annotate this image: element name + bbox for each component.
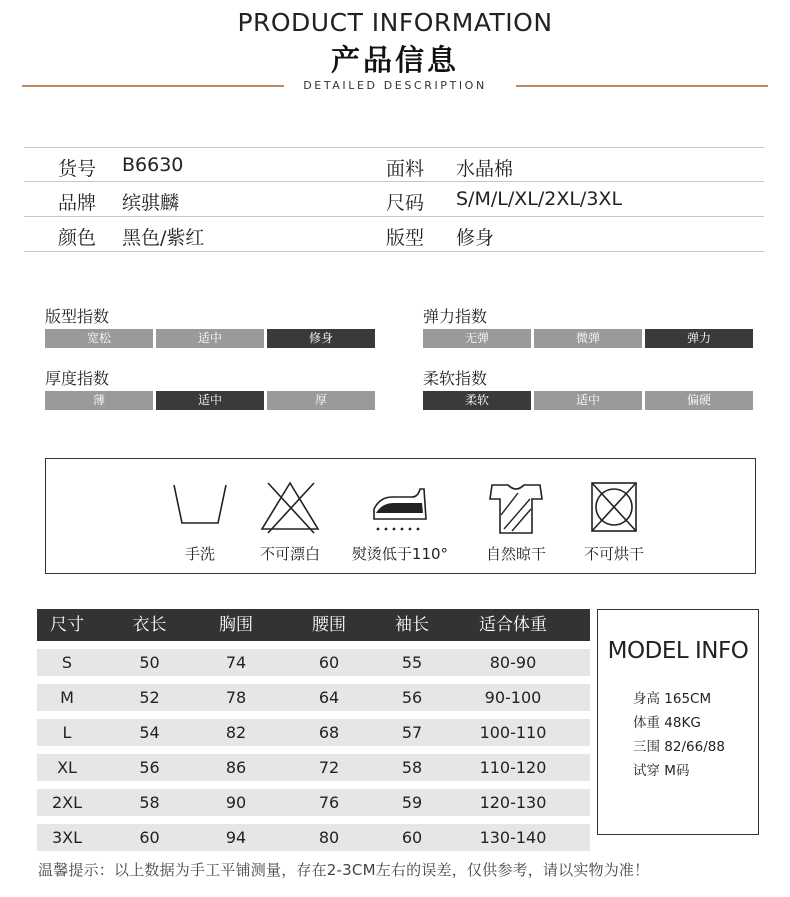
model-measurements: 三围 82/66/88 — [633, 739, 725, 755]
table-cell: 80-90 — [489, 653, 537, 672]
table-cell: 130-140 — [479, 828, 547, 847]
fit-index — [45, 304, 377, 348]
care-label: 不可漂白 — [259, 545, 320, 563]
stretch-index — [423, 304, 755, 348]
thickness-index — [45, 366, 377, 410]
no-tumble-dry-icon — [582, 479, 646, 537]
info-key: 颜色 — [58, 227, 97, 249]
header-cell: 适合体重 — [479, 615, 547, 635]
table-cell: 2XL — [51, 793, 83, 812]
index-bar — [423, 391, 755, 410]
table-row — [37, 684, 590, 711]
table-cell: 82 — [225, 723, 247, 742]
info-value: 缤骐麟 — [122, 192, 180, 214]
table-cell: 90 — [225, 793, 247, 812]
no-bleach-icon — [258, 479, 322, 537]
table-cell: 90-100 — [484, 688, 542, 707]
hand-wash-icon — [168, 479, 232, 537]
table-cell: 56 — [139, 758, 160, 777]
care-item — [150, 479, 250, 564]
table-row — [37, 754, 590, 781]
size-table — [37, 609, 590, 851]
header-cell: 尺寸 — [50, 615, 84, 635]
table-row — [37, 789, 590, 816]
model-info-box — [597, 609, 759, 835]
info-row — [24, 182, 764, 217]
index-segment: 柔软 — [423, 391, 531, 410]
table-cell: L — [62, 723, 72, 742]
table-cell: 80 — [318, 828, 340, 847]
table-cell: 86 — [225, 758, 247, 777]
index-title: 弹力指数 — [423, 307, 488, 326]
index-segment: 适中 — [156, 329, 264, 348]
index-segment: 适中 — [156, 391, 264, 410]
index-segment: 适中 — [534, 391, 642, 410]
care-instructions — [45, 458, 756, 574]
table-cell: 76 — [318, 793, 340, 812]
care-label: 熨烫低于110° — [351, 545, 449, 563]
index-segment: 微弹 — [534, 329, 642, 348]
size-table-header — [37, 609, 590, 641]
table-cell: 59 — [401, 793, 423, 812]
table-cell: 72 — [318, 758, 340, 777]
header-cell: 胸围 — [219, 615, 253, 635]
care-label: 不可烘干 — [583, 545, 644, 563]
info-key: 品牌 — [58, 192, 97, 214]
table-cell: 68 — [318, 723, 340, 742]
table-cell: 110-120 — [479, 758, 547, 777]
softness-index — [423, 366, 755, 410]
header-cell: 袖长 — [395, 615, 429, 635]
index-segment: 宽松 — [45, 329, 153, 348]
table-cell: 3XL — [51, 828, 83, 847]
care-item — [564, 479, 664, 564]
model-height: 身高 165CM — [633, 691, 712, 707]
table-row — [37, 824, 590, 851]
info-key: 尺码 — [386, 192, 425, 214]
table-cell: 64 — [318, 688, 340, 707]
table-row — [37, 719, 590, 746]
info-key: 面料 — [386, 158, 425, 180]
index-segment: 无弹 — [423, 329, 531, 348]
header-cell: 腰围 — [312, 615, 346, 635]
index-title: 版型指数 — [45, 307, 110, 326]
model-weight: 体重 48KG — [633, 715, 701, 731]
table-cell: 56 — [401, 688, 423, 707]
index-segment: 修身 — [267, 329, 375, 348]
table-cell: 58 — [401, 758, 423, 777]
table-cell: 54 — [139, 723, 160, 742]
table-cell: XL — [57, 758, 77, 777]
index-bar — [45, 329, 377, 348]
info-row — [24, 147, 764, 182]
product-info-table — [24, 147, 764, 252]
index-segment: 偏硬 — [645, 391, 753, 410]
model-info-title: MODEL INFO — [607, 638, 749, 664]
title-chinese: 产品信息 — [330, 43, 459, 77]
index-segment: 弹力 — [645, 329, 753, 348]
info-row — [24, 217, 764, 252]
table-cell: 55 — [401, 653, 423, 672]
table-row — [37, 649, 590, 676]
measurement-note: 温馨提示：以上数据为手工平铺测量，存在2-3CM左右的误差，仅供参考，请以实物为准！ — [38, 861, 650, 879]
index-segment: 厚 — [267, 391, 375, 410]
care-item — [466, 479, 566, 564]
dry-naturally-icon — [484, 479, 548, 537]
table-cell: 78 — [225, 688, 247, 707]
table-cell: 74 — [225, 653, 247, 672]
iron-low-icon — [368, 479, 432, 537]
title-english: PRODUCT INFORMATION — [237, 8, 553, 37]
table-cell: 58 — [139, 793, 160, 812]
care-item — [240, 479, 340, 564]
info-value: S/M/L/XL/2XL/3XL — [456, 188, 623, 210]
subtitle: DETAILED DESCRIPTION — [303, 79, 487, 92]
info-value: B6630 — [122, 154, 184, 176]
info-key: 版型 — [386, 227, 425, 249]
header-cell: 衣长 — [132, 615, 167, 635]
table-cell: 52 — [139, 688, 160, 707]
table-cell: 60 — [139, 828, 160, 847]
table-cell: 57 — [401, 723, 423, 742]
care-item — [350, 479, 450, 564]
model-trial-size: 试穿 M码 — [633, 763, 690, 779]
index-title: 厚度指数 — [45, 369, 110, 388]
info-value: 水晶棉 — [456, 158, 514, 180]
care-label: 手洗 — [184, 545, 215, 563]
info-key: 货号 — [58, 158, 97, 180]
info-value: 修身 — [456, 227, 495, 249]
table-cell: M — [60, 688, 74, 707]
index-title: 柔软指数 — [423, 369, 488, 388]
table-cell: 50 — [139, 653, 160, 672]
index-segment: 薄 — [45, 391, 153, 410]
table-cell: 94 — [225, 828, 247, 847]
table-cell: 100-110 — [479, 723, 547, 742]
table-cell: S — [61, 653, 73, 672]
care-label: 自然晾干 — [485, 545, 546, 563]
info-value: 黑色/紫红 — [122, 227, 205, 249]
index-bar — [423, 329, 755, 348]
table-cell: 60 — [318, 653, 340, 672]
page-header — [0, 0, 790, 100]
table-cell: 120-130 — [479, 793, 547, 812]
table-cell: 60 — [401, 828, 423, 847]
index-bar — [45, 391, 377, 410]
